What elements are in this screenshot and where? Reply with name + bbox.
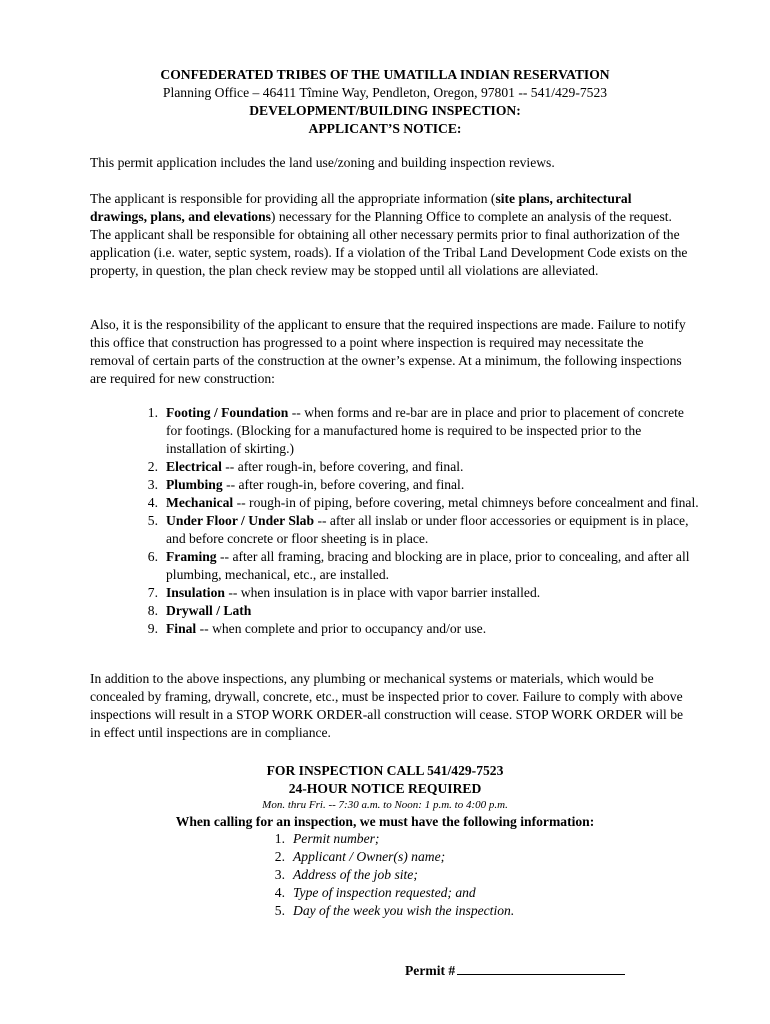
inspection-item [120,404,700,458]
inspection-item [120,458,700,476]
inspection-call: FOR INSPECTION CALL 541/429-7523 [266,763,504,778]
item-desc: -- after all framing, bracing and blocking are in place, prior to concealing, and after all plumbing, mechanical, etc., are installed. [166,549,690,582]
inspection-item [120,584,700,602]
inspection-item [120,476,700,494]
inspection-item [120,548,700,584]
item-number: 8. [147,603,158,618]
item-name: Electrical [166,459,222,474]
inspection-item [120,602,700,620]
calling-instructions: When calling for an inspection, we must have the following information: [175,814,595,829]
office-hours: Mon. thru Fri. -- 7:30 a.m. to Noon: 1 p.m. to 4:00 p.m. [262,799,508,811]
intro-text: This permit application includes the land use/zoning and building inspection reviews. [90,155,555,170]
item-desc: -- rough-in of piping, before covering, metal chimneys before concealment and final. [233,495,699,510]
item-number: 9. [147,621,158,636]
item-name: Drywall / Lath [166,603,252,618]
organization-name: CONFEDERATED TRIBES OF THE UMATILLA INDIAN RESERVATION [160,67,610,82]
item-desc: -- after rough-in, before covering, and final. [222,477,465,492]
info-number: 4. [274,885,285,900]
item-number: 5. [147,513,158,528]
info-number: 3. [274,867,285,882]
info-number: 5. [274,903,285,918]
item-name: Plumbing [166,477,223,492]
document-title: DEVELOPMENT/BUILDING INSPECTION: [249,103,521,118]
permit-label: Permit # [405,963,456,978]
info-text: Permit number; [293,831,380,846]
item-name: Final [166,621,197,636]
item-number: 6. [147,549,158,564]
inspection-item [120,512,700,548]
permit-number-blank[interactable] [457,960,625,975]
info-item [255,830,514,848]
item-desc: -- after rough-in, before covering, and final. [221,459,464,474]
item-name: Footing / Foundation [166,405,289,420]
document-header [0,66,770,138]
contact-block [0,762,770,831]
responsibility-bold: site plans, architectural drawings, plans, and elevations [90,191,632,224]
item-name: Insulation [166,585,225,600]
item-name: Mechanical [166,495,234,510]
info-text: Type of inspection requested; and [293,885,476,900]
item-name: Framing [166,549,217,564]
item-desc: -- after all inslab or under floor accessories or equipment is in place, and before concrete or floor sheeting is in place. [166,513,689,546]
info-item [255,902,514,920]
also-paragraph [90,316,690,388]
notice-required: 24-HOUR NOTICE REQUIRED [288,781,482,796]
item-number: 1. [147,405,158,420]
info-item [255,848,514,866]
addition-paragraph [90,670,690,742]
inspection-list [120,404,700,638]
intro-paragraph [90,154,690,172]
item-number: 7. [147,585,158,600]
info-text: Day of the week you wish the inspection. [293,903,515,918]
info-text: Applicant / Owner(s) name; [293,849,446,864]
responsibility-pre: The applicant is responsible for providing all the appropriate information ( [90,191,496,206]
responsibility-paragraph [90,190,690,280]
info-text: Address of the job site; [293,867,418,882]
item-number: 3. [147,477,158,492]
info-number: 1. [274,831,285,846]
document-subtitle: APPLICANT’S NOTICE: [308,121,462,136]
addition-text: In addition to the above inspections, any plumbing or mechanical systems or materials, which would be concealed by framing, drywall, concrete, etc., must be inspected prior to cover. Failure to comply with above inspections will result in a STOP WORK ORDER-all construction will cease. STOP WORK ORDER will be in effect until inspections are in compliance. [90,671,684,740]
item-desc: -- when forms and re-bar are in place and prior to placement of concrete for footings. (Blocking for a manufactured home is required to be inspected prior to the installation of skirting.) [166,405,684,456]
item-number: 2. [147,459,158,474]
item-number: 4. [147,495,158,510]
item-desc: -- when insulation is in place with vapor barrier installed. [224,585,541,600]
info-item [255,884,514,902]
info-number: 2. [274,849,285,864]
inspection-item [120,494,700,512]
item-name: Under Floor / Under Slab [166,513,315,528]
responsibility-post: ) necessary for the Planning Office to complete an analysis of the request. The applicant shall be responsible for obtaining all other necessary permits prior to final authorization of the application (i.e. water, septic system, roads). If a violation of the Tribal Land Development Code exists on the property, in question, the plan check review may be stopped until all violations are alleviated. [90,209,688,278]
inspection-item [120,620,700,638]
office-address: Planning Office – 46411 Tîmine Way, Pendleton, Oregon, 97801 -- 541/429-7523 [162,85,608,100]
permit-number-field [405,960,625,980]
item-desc: -- when complete and prior to occupancy and/or use. [196,621,487,636]
also-text: Also, it is the responsibility of the applicant to ensure that the required inspections are made. Failure to notify this office that construction has progressed to a point where inspection is required may necessitate the removal of certain parts of the construction at the owner’s expense. At a minimum, the following inspections are required for new construction: [90,317,686,386]
required-info-list [255,830,514,920]
info-item [255,866,514,884]
